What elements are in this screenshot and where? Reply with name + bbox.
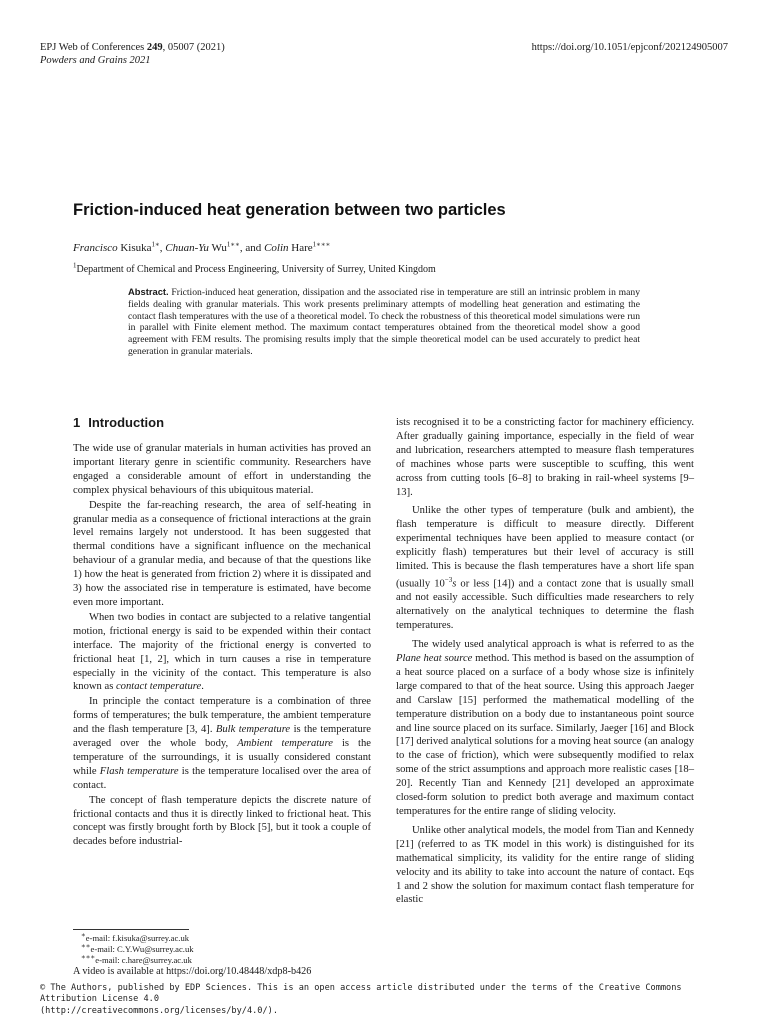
paragraph: The concept of flash temperature depicts the discrete nature of frictional contacts and thus it is directly linked to frictional heat. This concept was firstly brought forth by Block [5], but it took a couple of decades before industrial- <box>73 794 371 848</box>
author-family-name: Wu <box>208 242 227 254</box>
author-family-name: Kisuka <box>117 242 152 254</box>
author-family-name: Hare <box>288 242 313 254</box>
paragraph: The widely used analytical approach is what is referred to as the Plane heat source method. This method is based on the assumption of a heat source placed on a surface of a body whose size is infinitely large compared to that of the heat source. Using this approach Jaeger and Carslaw [15] performed the mathematical modelling of the temperature distribution on a body due to instantaneous point source and line source placed on its surface. Similarly, Jaeger [16] and Block [17] derived analytical solutions for a moving heat source (an analogy to the case of friction), which were subsequently modified to relax some of the strict assumptions and approach more realistic cases [18–20]. Recently Tian and Kennedy [21] developed an approximate closed-form solution to predict both average and maximum contact temperatures for the entire range of sliding velocity. <box>396 639 694 817</box>
footnote-email: ∗∗e-mail: C.Y.Wu@surrey.ac.uk <box>81 941 194 954</box>
paragraph: Despite the far-reaching research, the area of self-heating in granular media as a consequence of frictional interactions at the grain level remains largely not understood. It has been suggested that thermal conditions have a significant influence on the mechanical behaviour of a granular media, and because of that the questions like 1) how the heat is generated from friction 2) where it is dissipated and 3) how the associated rise in temperature is estimated, have become even more important. <box>73 499 371 608</box>
affiliation: $^1$Department of Chemical and Process Engineering, University of Surrey, United Kingdom <box>73 261 436 275</box>
abstract <box>128 286 640 358</box>
section-heading <box>73 415 164 431</box>
footnote-divider <box>73 929 189 930</box>
journal-citation: EPJ Web of Conferences 249, 05007 (2021) <box>40 42 225 53</box>
footnotes <box>73 933 311 979</box>
abstract-text: Friction-induced heat generation, dissipation and the associated rise in temperature are still an intrinsic problem in many fields dealing with granular materials. This work presents preliminary attempts of modelling heat generation and estimating the contact flash temperatures with the use of a theoretical model. To check the robustness of this theoretical model simulations were run in parallel with Finite element method. The maximum contact temperatures obtained from the theoretical model show a good agreement with FEM results. The promising results imply that the simple theoretical model can be used accurately to predict heat generation in granular materials. <box>128 287 640 357</box>
section-number: 1 <box>73 415 81 430</box>
volume-number: 249 <box>146 42 163 53</box>
conference-name: Powders and Grains 2021 <box>40 55 151 66</box>
author-marker: 1∗ <box>151 240 160 249</box>
paragraph: ists recognised it to be a constricting factor for machinery efficiency. After gradually gaining importance, especially in the field of wear and lubrication, researchers attempted to measure flash temperatures of machines whose parts were susceptible to scuffing, this went across from cutting tools [6–8] to braking in rail-wheel systems [9–13]. <box>396 417 694 498</box>
right-column <box>396 416 694 907</box>
footnote-email: ∗e-mail: f.kisuka@surrey.ac.uk <box>81 931 190 943</box>
paragraph: When two bodies in contact are subjected to a relative tangential motion, frictional energy is said to be expended within their contact interface. The majority of the frictional energy is converted to frictional heat [1, 2], which in turn causes a rise in temperature especially in the vicinity of the contact. This temperature is also known as contact temperature. <box>73 611 371 693</box>
paper-title: Friction-induced heat generation between two particles <box>73 201 506 219</box>
doi-link[interactable]: https://doi.org/10.1051/epjconf/202124905007 <box>531 42 728 53</box>
author-list: Francisco Kisuka$^{1∗}$, Chuan-Yu $Wu^{1∗∗}$, and Colin Hare$^{1∗∗∗}$ <box>73 240 331 254</box>
section-title: Introduction <box>88 415 165 430</box>
author-given-name: Francisco <box>73 242 118 254</box>
license-line: © The Authors, published by EDP Sciences. This is an open access article distributed under the terms of the Creative Commons Attribution License 4.0 <box>40 983 682 1005</box>
author-given-name: Chuan-Yu <box>165 242 209 254</box>
license-url[interactable]: (http://creativecommons.org/licenses/by/4.0/). <box>40 1005 278 1016</box>
license-notice <box>40 983 730 1017</box>
author-given-name: Colin <box>264 242 289 254</box>
paragraph: The wide use of granular materials in human activities has proved an important literary genre in scientific community. Researchers have engaged a considerable amount of effort in understanding the complex physical behaviours of this ubiquitous material. <box>73 443 371 496</box>
paragraph: In principle the contact temperature is a combination of three forms of temperatures; the bulk temperature, the ambient temperature and the flash temperature [3, 4]. Bulk temperature is the temperature averaged over the whole body, Ambient temperature is the temperature of the surroundings, it is usually considered constant while Flash temperature is the temperature localised over the area of contact. <box>73 696 371 791</box>
author-marker: 1∗∗ <box>226 240 240 249</box>
footnote-email: ∗∗∗e-mail: c.hare@surrey.ac.uk <box>81 952 192 965</box>
video-link[interactable]: A video is available at https://doi.org/10.48448/xdp8-b426 <box>73 966 312 978</box>
paragraph: Unlike the other types of temperature (bulk and ambient), the flash temperature is difficult to measure directly. Different experimental techniques have been applied to measure contact (or explicitly flash) temperatures but their level of accuracy is still limited. This is because the flash temperatures have a short life span (usually $10^{-3}s$ or less [14]) and a contact zone that is usually small and not easily accessible. Such difficulties made researchers to rely alternatively on the analytical techniques to determine the flash temperatures. <box>396 505 694 632</box>
left-column <box>73 442 371 849</box>
paragraph: Unlike other analytical models, the model from Tian and Kennedy [21] (referred to as TK model in this work) is distinguished for its mathematical simplicity, its validity for the entire range of sliding velocity and its ability to take into account the nature of contact. Eqs 1 and 2 show the solution for maximum contact flash temperature for elastic <box>396 824 694 906</box>
running-header-left <box>40 41 225 67</box>
abstract-label: Abstract. <box>128 286 169 297</box>
author-marker: 1∗∗∗ <box>312 240 331 249</box>
